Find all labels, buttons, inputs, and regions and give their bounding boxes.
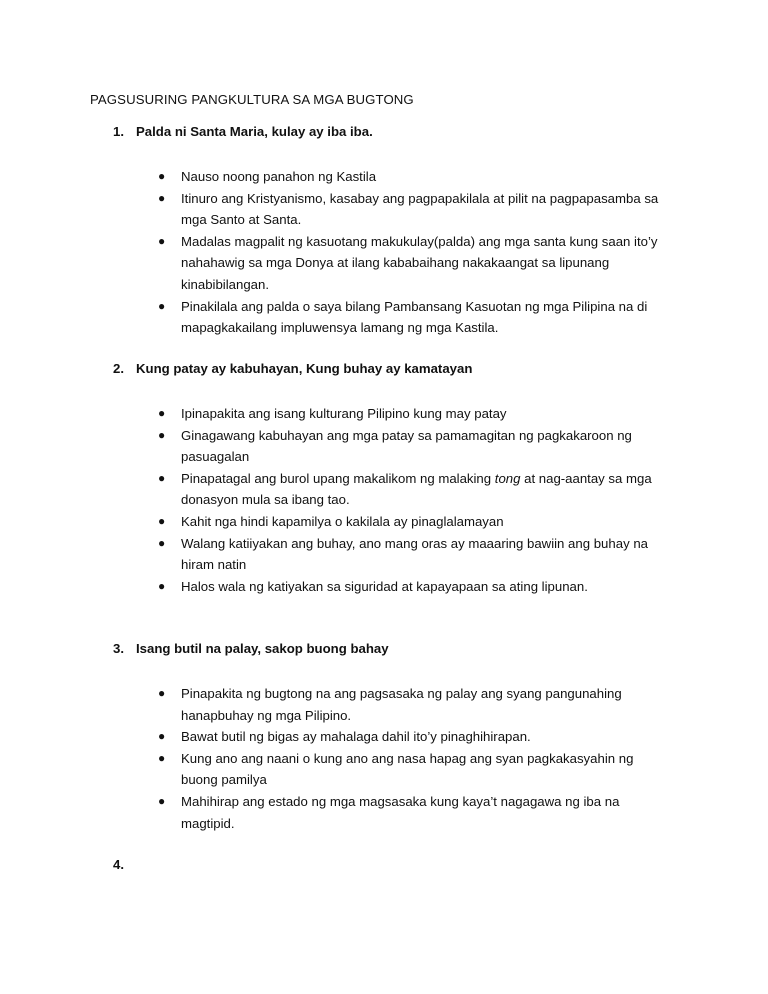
bullet-icon: ● [158, 535, 166, 550]
bullet-icon: ● [158, 169, 166, 183]
section-1-heading [113, 124, 373, 139]
list-item: ● Halos wala ng katiyakan sa siguridad at kapayapaan sa ating lipunan. [158, 576, 683, 598]
section-1-bullets [158, 166, 683, 339]
section-2-heading [113, 361, 472, 376]
list-item: ● Ipinapakita ang isang kulturang Pilipino kung may patay [158, 403, 683, 425]
bullet-icon: ● [158, 793, 166, 808]
list-item: ● Walang katiiyakan ang buhay, ano mang oras ay maaaring bawiin ang buhay na hiram natin [158, 533, 683, 576]
list-item: ● Ginagawang kabuhayan ang mga patay sa pamamagitan ng pagkakaroon ng pasuagalan [158, 425, 683, 468]
list-item: ● Pinakilala ang palda o saya bilang Pambansang Kasuotan ng mga Pilipina na di mapagkakailang impluwensya lamang ng mga Kastila. [158, 296, 683, 339]
bullet-icon: ● [158, 750, 166, 765]
section-number: 3. [113, 641, 124, 656]
list-item: ● Itinuro ang Kristyanismo, kasabay ang pagpapakilala at pilit na pagpapasamba sa mga Santo at Santa. [158, 188, 683, 231]
section-3-bullets [158, 683, 658, 834]
bullet-icon: ● [158, 513, 166, 528]
bullet-icon: ● [158, 233, 166, 248]
section-number: 2. [113, 361, 124, 376]
list-item: ● Bawat butil ng bigas ay mahalaga dahil ito’y pinaghihirapan. [158, 726, 658, 748]
bullet-icon: ● [158, 578, 166, 593]
list-item: ● Pinapakita ng bugtong na ang pagsasaka ng palay ang syang pangunahing hanapbuhay ng mga Pilipino. [158, 683, 658, 726]
bullet-icon: ● [158, 298, 166, 313]
bullet-icon: ● [158, 470, 166, 485]
bullet-icon: ● [158, 729, 166, 744]
bullet-icon: ● [158, 427, 166, 442]
bullet-icon: ● [158, 406, 166, 420]
list-item: ● Mahihirap ang estado ng mga magsasaka kung kaya’t nagagawa ng iba na magtipid. [158, 791, 658, 834]
bullet-icon: ● [158, 686, 166, 700]
section-title: Kung patay ay kabuhayan, Kung buhay ay kamatayan [136, 361, 473, 376]
list-item: ● Madalas magpalit ng kasuotang makukulay(palda) ang mga santa kung saan ito’y nahahawig sa mga Donya at ilang kababaihang nakakaangat sa lipunang kinabibilangan. [158, 231, 683, 296]
section-title: Isang butil na palay, sakop buong bahay [136, 641, 389, 656]
section-title: Palda ni Santa Maria, kulay ay iba iba. [136, 124, 373, 139]
section-number: 1. [113, 124, 124, 139]
section-number: 4. [113, 857, 124, 872]
document-title: PAGSUSURING PANGKULTURA SA MGA BUGTONG [90, 92, 414, 107]
bullet-icon: ● [158, 190, 166, 205]
section-2-bullets [158, 403, 683, 597]
list-item: ● Pinapatagal ang burol upang makalikom ng malaking tong at nag-aantay sa mga donasyon mula sa ibang tao. [158, 468, 683, 511]
section-3-heading [113, 641, 389, 656]
list-item: ● Nauso noong panahon ng Kastila [158, 166, 683, 188]
list-item: ● Kung ano ang naani o kung ano ang nasa hapag ang syan pagkakasyahin ng buong pamilya [158, 748, 658, 791]
list-item: ● Kahit nga hindi kapamilya o kakilala ay pinaglalamayan [158, 511, 683, 533]
section-4-heading [113, 857, 136, 872]
